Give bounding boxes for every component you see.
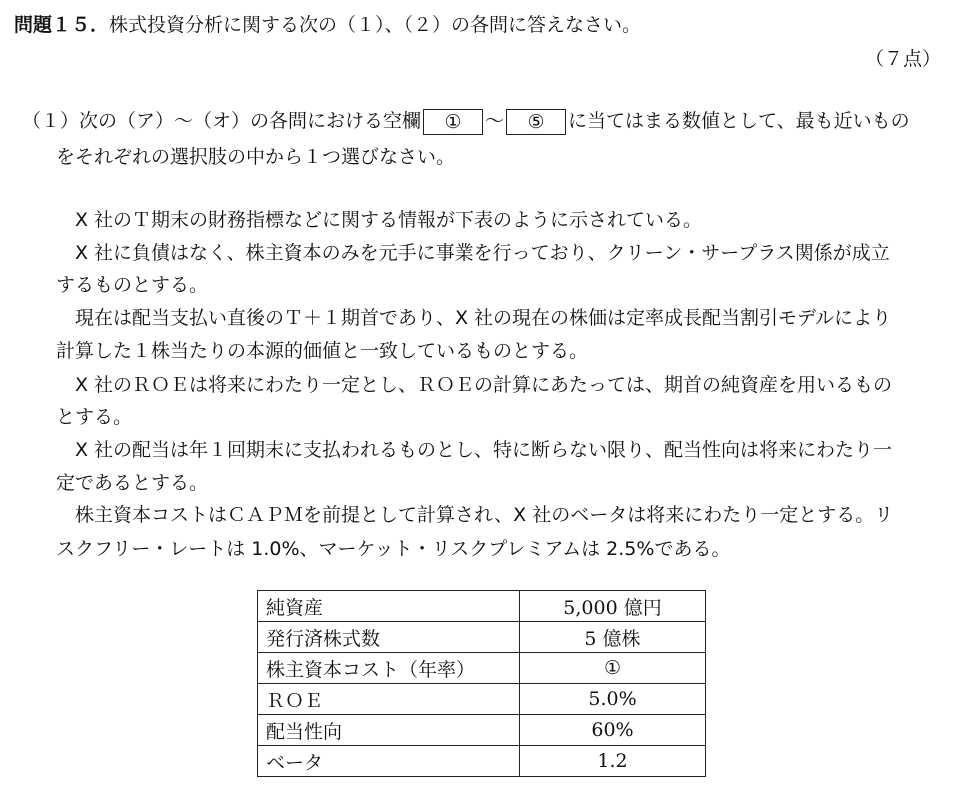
paragraph-line: 現在は配当支払い直後のＴ＋１期首であり、X 社の現在の株価は定率成長配当割引モデルにより	[75, 307, 892, 329]
paragraph-line: 株主資本コストはＣＡＰＭを前提として計算され、X 社のベータは将来にわたり一定とする。リ	[75, 504, 894, 526]
paragraph-line: X 社に負債はなく、株主資本のみを元手に事業を行っており、クリーン・サープラス関係が成立	[75, 242, 890, 264]
row-value: 5 億株	[520, 622, 706, 653]
paragraph-line: X 社の配当は年１回期末に支払われるものとし、特に断らない限り、配当性向は将来にわたり一	[75, 439, 893, 461]
blank-box-5: ⑤	[506, 109, 566, 135]
paragraph-line: するものとする。	[56, 274, 209, 296]
paragraph-line: 計算した１株当たりの本源的価値と一致しているものとする。	[56, 340, 589, 362]
row-key: ＲＯＥ	[258, 684, 520, 715]
question-title	[14, 10, 641, 37]
row-value: 5.0%	[520, 684, 706, 715]
financial-indicators-table	[257, 590, 706, 777]
row-key: ベータ	[258, 746, 520, 777]
paragraph-line: X 社のＲＯＥは将来にわたり一定とし、ＲＯＥの計算にあたっては、期首の純資産を用いるもの	[75, 374, 893, 396]
row-value: 5,000 億円	[520, 591, 706, 622]
q1-tilde: 〜	[485, 110, 505, 132]
q1-line-1	[22, 106, 910, 135]
blank-box-1: ①	[423, 109, 483, 135]
row-key: 株主資本コスト（年率）	[258, 653, 520, 684]
paragraph-line: スクフリー・レートは 1.0%、マーケット・リスクプレミアムは 2.5%である。	[56, 538, 731, 560]
row-value: ①	[520, 653, 706, 684]
table-row	[258, 622, 706, 653]
paragraph-line: 定であるとする。	[56, 472, 209, 494]
table-row	[258, 653, 706, 684]
table-row	[258, 715, 706, 746]
table-row	[258, 684, 706, 715]
row-value: 1.2	[520, 746, 706, 777]
q1-prefix: （１）次の（ア）〜（オ）の各問における空欄	[22, 110, 422, 132]
table-row	[258, 746, 706, 777]
row-key: 純資産	[258, 591, 520, 622]
q1-line-2: をそれぞれの選択肢の中から１つ選びなさい。	[56, 146, 456, 168]
points-label: （７点）	[864, 48, 941, 70]
question-instruction: 株式投資分析に関する次の（１）、（２）の各問に答えなさい。	[109, 14, 642, 36]
question-number: 問題１５．	[14, 14, 110, 36]
table-row	[258, 591, 706, 622]
row-key: 発行済株式数	[258, 622, 520, 653]
paragraph-line: X 社のＴ期末の財務指標などに関する情報が下表のように示されている。	[75, 209, 703, 231]
row-value: 60%	[520, 715, 706, 746]
q1-suffix: に当てはまる数値として、最も近いもの	[568, 110, 910, 132]
paragraph-line: とする。	[56, 406, 133, 428]
row-key: 配当性向	[258, 715, 520, 746]
